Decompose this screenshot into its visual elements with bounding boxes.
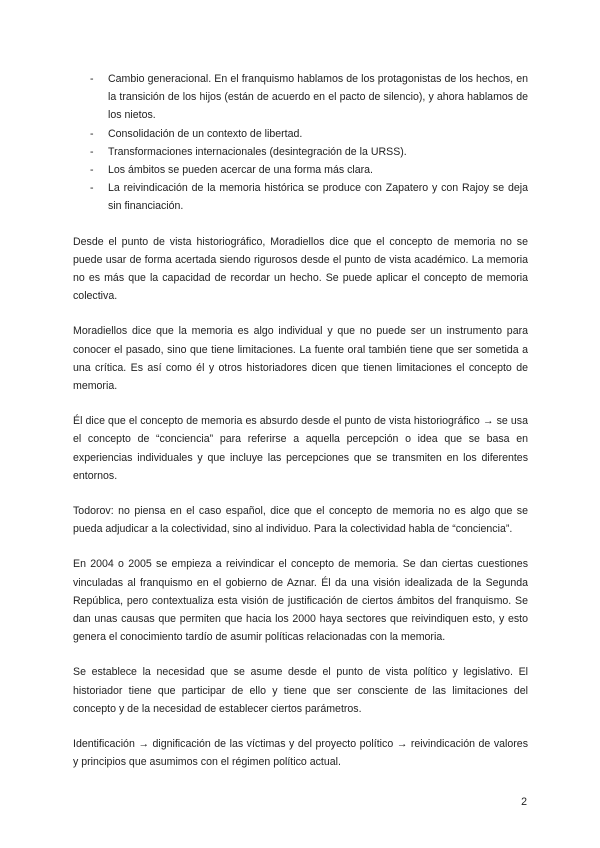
page-number: 2 bbox=[521, 796, 527, 808]
document-page bbox=[73, 70, 528, 772]
list-item-text: La reivindicación de la memoria histórica se produce con Zapatero y con Rajoy se deja sin financiación. bbox=[108, 182, 528, 213]
list-item bbox=[73, 143, 528, 161]
paragraph-memory-individual: Moradiellos dice que la memoria es algo individual y que no puede ser un instrumento para conocer el pasado, sino que tiene limitaciones. La fuente oral también tiene que ser sometida a una crítica. Es así como él y otros historiadores dicen que tienen limitaciones el concepto de memoria. bbox=[73, 325, 528, 393]
paragraph-political-legislative: Se establece la necesidad que se asume desde el punto de vista político y legislativo. El historiador tiene que participar de ello y tiene que ser consciente de las limitaciones del concepto y de la necesidad de establecer ciertos parámetros. bbox=[73, 666, 528, 715]
list-item bbox=[73, 179, 528, 215]
bullet-dash: - bbox=[90, 164, 94, 177]
list-item-text: Consolidación de un contexto de libertad. bbox=[108, 127, 303, 140]
paragraph-conciencia: Él dice que el concepto de memoria es absurdo desde el punto de vista historiográfico → se usa el concepto de “conciencia” para referirse a aquella percepción o idea que se basa en experiencias individuales y que incluye las percepciones que se transmiten en los diferentes entornos. bbox=[73, 415, 528, 482]
list-item-text: Los ámbitos se pueden acercar de una forma más clara. bbox=[108, 164, 373, 177]
bullet-dash: - bbox=[90, 73, 94, 85]
list-item bbox=[73, 70, 528, 125]
list-item bbox=[73, 161, 528, 179]
bullet-dash: - bbox=[90, 127, 94, 140]
list-item-text: Transformaciones internacionales (desintegración de la URSS). bbox=[108, 145, 407, 158]
bullet-dash: - bbox=[90, 145, 94, 158]
paragraph-identification: Identificación → dignificación de las víctimas y del proyecto político → reivindicación de valores y principios que asumimos con el régimen político actual. bbox=[73, 738, 528, 769]
list-item-text: Cambio generacional. En el franquismo hablamos de los protagonistas de los hechos, en la transición de los hijos (están de acuerdo en el pacto de silencio), y ahora hablamos de los nietos. bbox=[108, 73, 528, 122]
list-item bbox=[73, 125, 528, 143]
paragraph-moradiellos-historiography: Desde el punto de vista historiográfico, Moradiellos dice que el concepto de memoria no se puede usar de forma acertada siendo rigurosos desde el punto de vista académico. La memoria no es más que la capacidad de recordar un hecho. Se puede aplicar el concepto de memoria colectiva. bbox=[73, 235, 528, 303]
bullet-dash: - bbox=[90, 182, 94, 195]
paragraph-2004-2005: En 2004 o 2005 se empieza a reivindicar el concepto de memoria. Se dan ciertas cuestiones vinculadas al franquismo en el gobierno de Aznar. Él da una visión idealizada de la Segunda República, pero contextualiza esta visión de justificación de ciertos ámbitos del franquismo. Se dan unas causas que permiten que hacia los 2000 haya sectores que reivindiquen esto, y esto genera el conocimiento tardío de asumir políticas relacionadas con la memoria. bbox=[73, 558, 528, 644]
paragraph-todorov: Todorov: no piensa en el caso español, dice que el concepto de memoria no es algo que se pueda adjudicar a la colectividad, sino al individuo. Para la colectividad habla de “conciencia”. bbox=[73, 505, 528, 536]
bullet-list bbox=[73, 70, 528, 216]
